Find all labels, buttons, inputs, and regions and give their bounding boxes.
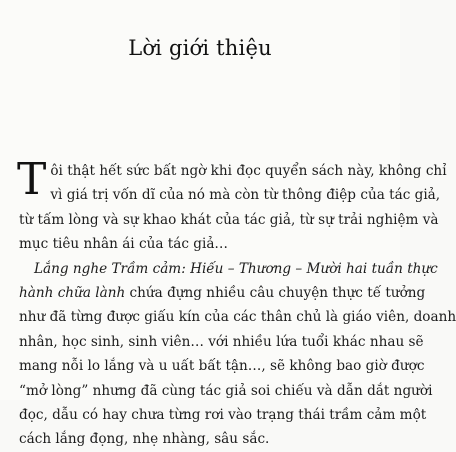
text-line: như đã từng được giấu kín của các thân chủ là giáo viên, doanh — [19, 309, 456, 326]
text-line: từ tấm lòng và sự khao khát của tác giả, từ sự trải nghiệm và — [19, 211, 439, 228]
drop-cap: T — [17, 154, 47, 205]
text-span: chứa đựng nhiều câu chuyện thực tế tưởng — [125, 285, 426, 302]
text-line: vì giá trị vốn dĩ của nó mà còn từ thông điệp của tác giả, — [50, 187, 441, 204]
book-title-italic: hành chữa lành — [19, 285, 126, 302]
text-line: ôi thật hết sức bất ngờ khi đọc quyển sách này, không chỉ — [50, 163, 447, 179]
book-title-italic: Lắng nghe Trầm cảm: Hiếu – Thương – Mười hai tuần thực — [34, 260, 438, 277]
text-line: đọc, dẫu có hay chưa từng rơi vào trạng thái trầm cảm một — [19, 407, 427, 424]
text-line: cách lắng đọng, nhẹ nhàng, sâu sắc. — [19, 431, 270, 448]
text-line — [19, 281, 426, 305]
text-line: mang nỗi lo lắng và u uất bất tận…, sẽ không bao giờ được — [19, 358, 425, 375]
text-line: “mở lòng” nhưng đã cùng tác giả soi chiếu và dẫn dắt người — [19, 382, 433, 399]
page-title: Lời giới thiệu — [128, 36, 272, 60]
paragraph-1 — [17, 154, 447, 257]
text-line: nhân, học sinh, sinh viên… với nhiều lứa tuổi khác nhau sẽ — [19, 333, 424, 350]
paragraph-2 — [19, 257, 456, 452]
body-text — [17, 154, 456, 452]
text-line: mục tiêu nhân ái của tác giả… — [19, 236, 229, 253]
text-line-italic — [19, 257, 438, 281]
